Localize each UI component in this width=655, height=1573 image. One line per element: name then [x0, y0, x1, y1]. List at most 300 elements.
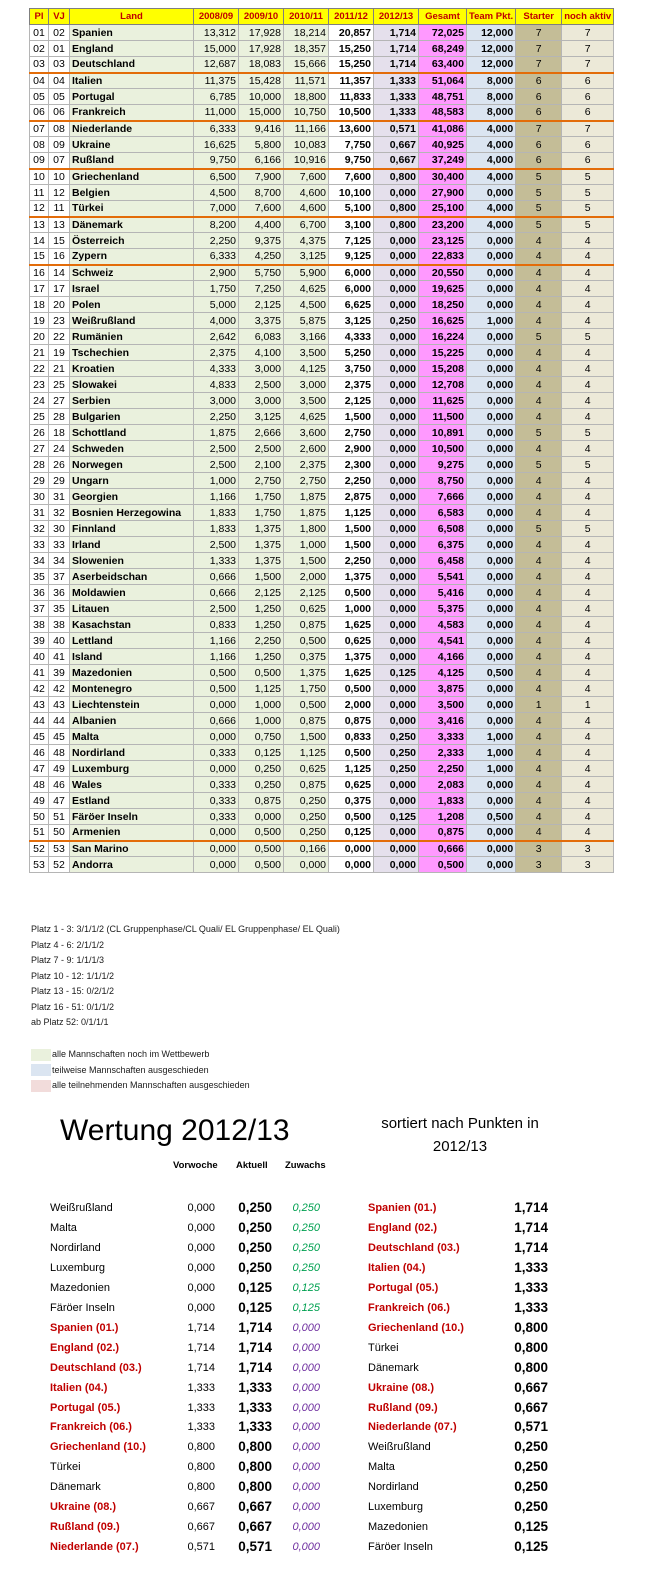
cell-noch-aktiv: 4 — [562, 649, 614, 665]
cell-vj: 06 — [49, 105, 70, 121]
cell-noch-aktiv: 4 — [562, 601, 614, 617]
cell-vj: 20 — [49, 297, 70, 313]
cell-starter: 4 — [516, 681, 562, 697]
cell-pl: 09 — [30, 153, 49, 169]
cell-gesamt: 41,086 — [419, 121, 467, 137]
header-team-pkt: Team Pkt. — [467, 9, 516, 25]
cell-gesamt: 15,208 — [419, 361, 467, 377]
cell-2009-10: 2,250 — [239, 633, 284, 649]
ranking-right-row — [0, 1517, 560, 1537]
cell-gesamt: 48,583 — [419, 105, 467, 121]
ranking-country: Mazedonien — [368, 1521, 428, 1534]
cell-pl: 03 — [30, 57, 49, 73]
table-row — [30, 425, 614, 441]
cell-starter: 4 — [516, 761, 562, 777]
cell-noch-aktiv: 4 — [562, 393, 614, 409]
table-row — [30, 89, 614, 105]
cell-2012-13: 0,000 — [374, 297, 419, 313]
cell-team-pkt: 4,000 — [467, 217, 516, 233]
cell-pl: 36 — [30, 585, 49, 601]
cell-pl: 19 — [30, 313, 49, 329]
cell-team-pkt: 0,000 — [467, 841, 516, 857]
cell-2010-11: 2,125 — [284, 585, 329, 601]
cell-2011-12: 0,625 — [329, 777, 374, 793]
ranking-aktuell: 1,333 — [238, 1379, 272, 1395]
cell-land: Luxemburg — [70, 761, 194, 777]
cell-2010-11: 10,750 — [284, 105, 329, 121]
table-row — [30, 697, 614, 713]
table-row — [30, 137, 614, 153]
cell-2008-09: 15,000 — [194, 41, 239, 57]
cell-pl: 39 — [30, 633, 49, 649]
cell-2009-10: 5,800 — [239, 137, 284, 153]
cell-noch-aktiv: 6 — [562, 105, 614, 121]
cell-vj: 45 — [49, 729, 70, 745]
cell-2009-10: 1,375 — [239, 521, 284, 537]
cell-starter: 4 — [516, 665, 562, 681]
cell-starter: 4 — [516, 553, 562, 569]
ranking-vorwoche: 0,571 — [187, 1541, 215, 1554]
ranking-vorwoche: 0,800 — [187, 1441, 215, 1454]
table-row — [30, 185, 614, 201]
cell-team-pkt: 1,000 — [467, 729, 516, 745]
cell-2011-12: 1,625 — [329, 617, 374, 633]
cell-pl: 25 — [30, 409, 49, 425]
ranking-vorwoche: 0,000 — [187, 1241, 215, 1254]
ranking-points: 0,667 — [514, 1399, 548, 1415]
cell-2008-09: 4,833 — [194, 377, 239, 393]
cell-2008-09: 6,785 — [194, 89, 239, 105]
ranking-aktuell: 0,800 — [238, 1459, 272, 1475]
cell-gesamt: 3,875 — [419, 681, 467, 697]
cell-2012-13: 0,125 — [374, 665, 419, 681]
cell-2010-11: 4,625 — [284, 281, 329, 297]
table-row — [30, 729, 614, 745]
cell-team-pkt: 8,000 — [467, 73, 516, 89]
cell-2008-09: 2,500 — [194, 537, 239, 553]
cell-pl: 32 — [30, 521, 49, 537]
cell-starter: 4 — [516, 393, 562, 409]
cell-noch-aktiv: 4 — [562, 537, 614, 553]
cell-2011-12: 2,750 — [329, 425, 374, 441]
cell-2012-13: 0,000 — [374, 553, 419, 569]
table-row — [30, 281, 614, 297]
cell-gesamt: 11,500 — [419, 409, 467, 425]
header-2010-11: 2010/11 — [284, 9, 329, 25]
cell-2010-11: 1,800 — [284, 521, 329, 537]
cell-2008-09: 7,000 — [194, 201, 239, 217]
cell-2011-12: 2,375 — [329, 377, 374, 393]
cell-2008-09: 8,200 — [194, 217, 239, 233]
cell-2010-11: 10,916 — [284, 153, 329, 169]
cell-team-pkt: 0,000 — [467, 473, 516, 489]
ranking-zuwachs: 0,000 — [292, 1321, 320, 1334]
ranking-country: England (02.) — [50, 1341, 120, 1354]
ranking-aktuell: 0,667 — [238, 1519, 272, 1535]
table-row — [30, 761, 614, 777]
cell-2009-10: 1,375 — [239, 537, 284, 553]
ranking-points: 0,800 — [514, 1319, 548, 1335]
cell-2010-11: 0,375 — [284, 649, 329, 665]
cell-2010-11: 15,666 — [284, 57, 329, 73]
ranking-country: Spanien (01.) — [50, 1321, 119, 1334]
cell-noch-aktiv: 5 — [562, 217, 614, 233]
cell-team-pkt: 0,000 — [467, 617, 516, 633]
table-row — [30, 393, 614, 409]
cell-starter: 4 — [516, 313, 562, 329]
cell-gesamt: 30,400 — [419, 169, 467, 185]
ranking-zuwachs: 0,000 — [292, 1461, 320, 1474]
cell-noch-aktiv: 4 — [562, 441, 614, 457]
cell-team-pkt: 0,000 — [467, 553, 516, 569]
cell-gesamt: 15,225 — [419, 345, 467, 361]
qualification-notes — [31, 922, 340, 1031]
cell-gesamt: 0,666 — [419, 841, 467, 857]
cell-land: Montenegro — [70, 681, 194, 697]
cell-land: Kroatien — [70, 361, 194, 377]
cell-noch-aktiv: 5 — [562, 185, 614, 201]
cell-2012-13: 0,000 — [374, 857, 419, 873]
cell-2012-13: 0,000 — [374, 633, 419, 649]
cell-2012-13: 0,000 — [374, 617, 419, 633]
cell-land: Mazedonien — [70, 665, 194, 681]
cell-2009-10: 0,125 — [239, 745, 284, 761]
table-row — [30, 537, 614, 553]
cell-2008-09: 16,625 — [194, 137, 239, 153]
cell-vj: 12 — [49, 185, 70, 201]
cell-vj: 52 — [49, 857, 70, 873]
cell-2010-11: 4,625 — [284, 409, 329, 425]
ranking-country: Weißrußland — [368, 1441, 431, 1454]
cell-2009-10: 0,750 — [239, 729, 284, 745]
cell-vj: 23 — [49, 313, 70, 329]
cell-2010-11: 4,375 — [284, 233, 329, 249]
cell-2010-11: 5,900 — [284, 265, 329, 281]
cell-starter: 4 — [516, 361, 562, 377]
ranking-zuwachs: 0,000 — [292, 1441, 320, 1454]
cell-pl: 11 — [30, 185, 49, 201]
cell-2009-10: 8,700 — [239, 185, 284, 201]
cell-2009-10: 17,928 — [239, 25, 284, 41]
cell-land: Belgien — [70, 185, 194, 201]
ranking-zuwachs: 0,000 — [292, 1521, 320, 1534]
cell-vj: 33 — [49, 537, 70, 553]
cell-gesamt: 72,025 — [419, 25, 467, 41]
cell-2012-13: 1,714 — [374, 57, 419, 73]
cell-team-pkt: 0,000 — [467, 681, 516, 697]
cell-2009-10: 6,166 — [239, 153, 284, 169]
legend-swatch — [31, 1080, 51, 1092]
cell-land: Moldawien — [70, 585, 194, 601]
cell-team-pkt: 1,000 — [467, 761, 516, 777]
cell-2012-13: 0,000 — [374, 601, 419, 617]
cell-vj: 32 — [49, 505, 70, 521]
table-row — [30, 841, 614, 857]
cell-gesamt: 1,833 — [419, 793, 467, 809]
cell-2009-10: 18,083 — [239, 57, 284, 73]
cell-land: Ukraine — [70, 137, 194, 153]
ranking-country: Niederlande (07.) — [368, 1421, 457, 1434]
cell-gesamt: 19,625 — [419, 281, 467, 297]
cell-gesamt: 23,200 — [419, 217, 467, 233]
table-row — [30, 489, 614, 505]
cell-2010-11: 0,250 — [284, 793, 329, 809]
cell-pl: 01 — [30, 25, 49, 41]
cell-2008-09: 0,000 — [194, 825, 239, 841]
ranking-zuwachs: 0,250 — [292, 1221, 320, 1234]
table-row — [30, 681, 614, 697]
cell-starter: 4 — [516, 377, 562, 393]
cell-team-pkt: 0,000 — [467, 409, 516, 425]
cell-gesamt: 2,333 — [419, 745, 467, 761]
cell-2009-10: 0,250 — [239, 777, 284, 793]
cell-noch-aktiv: 4 — [562, 409, 614, 425]
ranking-country: Portugal (05.) — [50, 1401, 121, 1414]
cell-land: Schweden — [70, 441, 194, 457]
cell-pl: 22 — [30, 361, 49, 377]
ranking-aktuell: 0,800 — [238, 1439, 272, 1455]
ranking-country: Rußland (09.) — [50, 1521, 120, 1534]
cell-vj: 19 — [49, 345, 70, 361]
cell-pl: 38 — [30, 617, 49, 633]
ranking-subtitle: sortiert nach Punkten in 2012/13 — [381, 1115, 539, 1155]
cell-noch-aktiv: 4 — [562, 825, 614, 841]
legend-swatch — [31, 1064, 51, 1076]
cell-land: England — [70, 41, 194, 57]
cell-2012-13: 0,000 — [374, 505, 419, 521]
cell-2009-10: 15,000 — [239, 105, 284, 121]
cell-vj: 37 — [49, 569, 70, 585]
cell-2011-12: 0,000 — [329, 841, 374, 857]
cell-2011-12: 3,125 — [329, 313, 374, 329]
ranking-right-row — [0, 1198, 560, 1218]
cell-vj: 47 — [49, 793, 70, 809]
cell-pl: 53 — [30, 857, 49, 873]
cell-2008-09: 5,000 — [194, 297, 239, 313]
ranking-zuwachs: 0,250 — [292, 1261, 320, 1274]
cell-land: Tschechien — [70, 345, 194, 361]
cell-2012-13: 1,333 — [374, 89, 419, 105]
ranking-points: 1,714 — [514, 1219, 548, 1235]
cell-2012-13: 0,000 — [374, 233, 419, 249]
cell-starter: 7 — [516, 121, 562, 137]
cell-land: Norwegen — [70, 457, 194, 473]
cell-gesamt: 2,250 — [419, 761, 467, 777]
cell-2009-10: 7,900 — [239, 169, 284, 185]
cell-2008-09: 3,000 — [194, 393, 239, 409]
ranking-aktuell: 1,714 — [238, 1359, 272, 1375]
cell-gesamt: 2,083 — [419, 777, 467, 793]
ranking-country: Luxemburg — [368, 1501, 424, 1514]
cell-2011-12: 5,250 — [329, 345, 374, 361]
cell-2009-10: 2,666 — [239, 425, 284, 441]
header-vj: VJ — [49, 9, 70, 25]
cell-gesamt: 23,125 — [419, 233, 467, 249]
table-row — [30, 505, 614, 521]
ranking-points: 0,250 — [514, 1499, 548, 1515]
cell-2009-10: 10,000 — [239, 89, 284, 105]
cell-2012-13: 0,000 — [374, 425, 419, 441]
cell-2011-12: 3,750 — [329, 361, 374, 377]
ranking-vorwoche: 1,333 — [187, 1381, 215, 1394]
note-line: Platz 7 - 9: 1/1/1/3 — [31, 955, 105, 965]
table-row — [30, 617, 614, 633]
ranking-country: Färöer Inseln — [50, 1301, 115, 1314]
table-row — [30, 777, 614, 793]
cell-starter: 4 — [516, 441, 562, 457]
cell-2009-10: 2,750 — [239, 473, 284, 489]
cell-gesamt: 20,550 — [419, 265, 467, 281]
cell-2012-13: 0,000 — [374, 441, 419, 457]
cell-2009-10: 0,250 — [239, 761, 284, 777]
cell-starter: 7 — [516, 57, 562, 73]
cell-2012-13: 0,000 — [374, 569, 419, 585]
cell-noch-aktiv: 4 — [562, 713, 614, 729]
cell-noch-aktiv: 4 — [562, 473, 614, 489]
cell-2008-09: 1,833 — [194, 521, 239, 537]
cell-pl: 04 — [30, 73, 49, 89]
cell-pl: 49 — [30, 793, 49, 809]
ranking-aktuell: 0,250 — [238, 1200, 272, 1215]
cell-gesamt: 9,275 — [419, 457, 467, 473]
cell-vj: 26 — [49, 457, 70, 473]
cell-land: Niederlande — [70, 121, 194, 137]
cell-2009-10: 9,416 — [239, 121, 284, 137]
cell-2012-13: 0,000 — [374, 825, 419, 841]
ranking-country: Rußland (09.) — [368, 1401, 438, 1414]
cell-gesamt: 12,708 — [419, 377, 467, 393]
cell-2010-11: 0,500 — [284, 697, 329, 713]
cell-land: Zypern — [70, 249, 194, 265]
cell-2011-12: 2,250 — [329, 473, 374, 489]
cell-2011-12: 2,300 — [329, 457, 374, 473]
cell-noch-aktiv: 4 — [562, 633, 614, 649]
cell-noch-aktiv: 4 — [562, 793, 614, 809]
cell-2011-12: 1,000 — [329, 601, 374, 617]
cell-2010-11: 7,600 — [284, 169, 329, 185]
cell-vj: 17 — [49, 281, 70, 297]
cell-starter: 4 — [516, 233, 562, 249]
color-legend — [31, 1047, 250, 1094]
cell-gesamt: 11,625 — [419, 393, 467, 409]
cell-starter: 6 — [516, 137, 562, 153]
cell-vj: 34 — [49, 553, 70, 569]
cell-2008-09: 2,250 — [194, 233, 239, 249]
cell-2012-13: 0,000 — [374, 585, 419, 601]
cell-2010-11: 4,600 — [284, 201, 329, 217]
cell-vj: 07 — [49, 153, 70, 169]
ranking-right-row — [0, 1218, 560, 1238]
cell-2009-10: 2,500 — [239, 377, 284, 393]
table-row — [30, 73, 614, 89]
cell-2008-09: 2,900 — [194, 265, 239, 281]
cell-vj: 08 — [49, 121, 70, 137]
cell-2012-13: 0,000 — [374, 537, 419, 553]
cell-2012-13: 0,000 — [374, 409, 419, 425]
cell-land: Serbien — [70, 393, 194, 409]
cell-2008-09: 0,000 — [194, 697, 239, 713]
ranking-right-row — [0, 1497, 560, 1517]
cell-2010-11: 5,875 — [284, 313, 329, 329]
cell-2011-12: 1,375 — [329, 569, 374, 585]
cell-starter: 4 — [516, 649, 562, 665]
cell-starter: 4 — [516, 633, 562, 649]
cell-pl: 02 — [30, 41, 49, 57]
cell-team-pkt: 0,500 — [467, 665, 516, 681]
cell-noch-aktiv: 4 — [562, 585, 614, 601]
cell-2009-10: 17,928 — [239, 41, 284, 57]
cell-pl: 42 — [30, 681, 49, 697]
ranking-country: Luxemburg — [50, 1261, 106, 1274]
cell-2008-09: 0,333 — [194, 745, 239, 761]
cell-vj: 51 — [49, 809, 70, 825]
cell-team-pkt: 0,000 — [467, 793, 516, 809]
cell-2012-13: 0,000 — [374, 185, 419, 201]
note-line: ab Platz 52: 0/1/1/1 — [31, 1017, 109, 1027]
cell-land: Schottland — [70, 425, 194, 441]
cell-gesamt: 51,064 — [419, 73, 467, 89]
cell-pl: 27 — [30, 441, 49, 457]
ranking-aktuell: 0,125 — [238, 1299, 272, 1315]
cell-2008-09: 0,666 — [194, 713, 239, 729]
cell-noch-aktiv: 7 — [562, 121, 614, 137]
cell-pl: 45 — [30, 729, 49, 745]
cell-2012-13: 0,250 — [374, 761, 419, 777]
cell-2009-10: 3,375 — [239, 313, 284, 329]
cell-2009-10: 1,000 — [239, 713, 284, 729]
cell-noch-aktiv: 4 — [562, 809, 614, 825]
ranking-right-row — [0, 1278, 560, 1298]
cell-2008-09: 1,166 — [194, 633, 239, 649]
cell-team-pkt: 0,000 — [467, 521, 516, 537]
cell-2010-11: 18,800 — [284, 89, 329, 105]
ranking-right-row — [0, 1417, 560, 1437]
table-row — [30, 265, 614, 281]
cell-land: Deutschland — [70, 57, 194, 73]
ranking-aktuell: 0,250 — [238, 1219, 272, 1235]
cell-team-pkt: 4,000 — [467, 153, 516, 169]
table-row — [30, 457, 614, 473]
cell-pl: 23 — [30, 377, 49, 393]
cell-2008-09: 2,642 — [194, 329, 239, 345]
cell-2010-11: 0,500 — [284, 633, 329, 649]
cell-2009-10: 4,250 — [239, 249, 284, 265]
cell-2009-10: 1,375 — [239, 553, 284, 569]
cell-2010-11: 3,125 — [284, 249, 329, 265]
cell-2012-13: 0,000 — [374, 697, 419, 713]
cell-gesamt: 63,400 — [419, 57, 467, 73]
cell-noch-aktiv: 4 — [562, 377, 614, 393]
cell-starter: 5 — [516, 329, 562, 345]
cell-land: Irland — [70, 537, 194, 553]
cell-team-pkt: 0,000 — [467, 457, 516, 473]
cell-pl: 16 — [30, 265, 49, 281]
cell-2012-13: 0,250 — [374, 313, 419, 329]
table-header-row — [30, 9, 614, 25]
cell-land: Liechtenstein — [70, 697, 194, 713]
cell-vj: 22 — [49, 329, 70, 345]
cell-2009-10: 1,250 — [239, 649, 284, 665]
cell-land: Litauen — [70, 601, 194, 617]
cell-pl: 43 — [30, 697, 49, 713]
cell-2011-12: 0,875 — [329, 713, 374, 729]
ranking-aktuell: 0,125 — [238, 1279, 272, 1295]
cell-2010-11: 3,000 — [284, 377, 329, 393]
cell-gesamt: 5,416 — [419, 585, 467, 601]
ranking-zuwachs: 0,000 — [292, 1381, 320, 1394]
note-line: Platz 16 - 51: 0/1/1/2 — [31, 1001, 115, 1012]
cell-2012-13: 0,000 — [374, 265, 419, 281]
